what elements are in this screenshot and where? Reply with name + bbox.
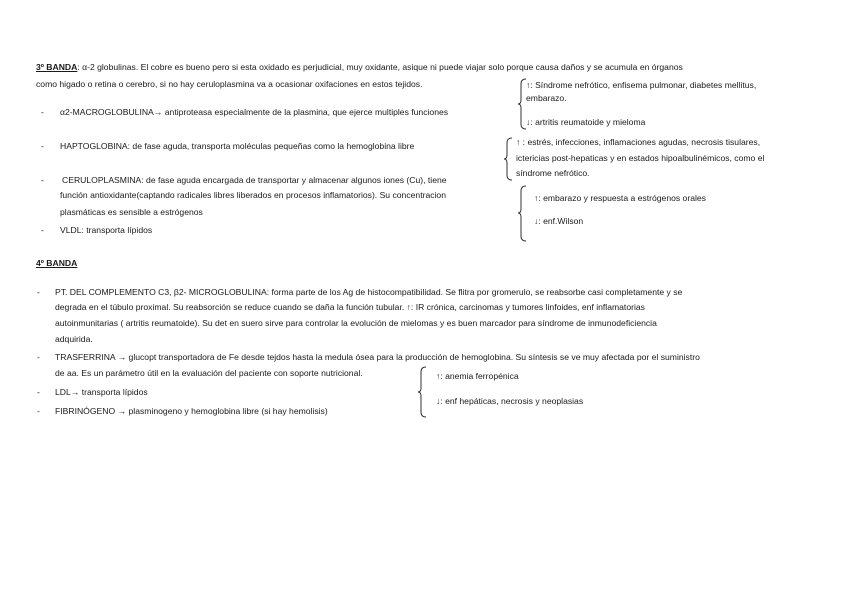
item-ceruloplasmin-line1: CERULOPLASMINA: de fase aguda encargada de transportar y almacenar algunos iones (Cu), tiene xyxy=(62,175,447,185)
item-c3-line3: autoinmunitarias ( artritis reumatoide). Su det en suero sirve para controlar la evolución de mielomas y es buen marcador para síndrome de inmunodeficiencia xyxy=(55,318,657,328)
bullet: - xyxy=(37,406,40,416)
bullet: - xyxy=(41,141,44,151)
item-ceruloplasmin-line2: función antioxidante(captando radicales libres liberados en procesos inflamatorios). Su concentracion xyxy=(60,190,446,200)
brace-ceruloplasmin xyxy=(518,185,528,242)
bullet: - xyxy=(37,387,40,397)
item-fibrinogen: FIBRINÓGENO → plasminogeno y hemoglobina libre (si hay hemolisis) xyxy=(55,406,328,416)
item-a2-macroglobulin: α2-MACROGLOBULINA→ antiproteasa especialmente de la plasmina, que ejerce multiples funciones xyxy=(60,107,449,117)
bullet: - xyxy=(37,287,40,297)
bullet: - xyxy=(37,352,40,362)
ceruloplasmin-decrease: ↓: enf.Wilson xyxy=(534,216,584,226)
transferrin-increase: ↑: anemia ferropénica xyxy=(436,371,519,381)
item-c3-line2: degrada en el túbulo proximal. Su reabsorción se reduce cuando se daña la función tubular. ↑: IR crónica, carcinomas y tumores linfoides, enf inflamatorias xyxy=(55,302,645,312)
bullet: - xyxy=(41,107,44,117)
item-ldl: LDL→ transporta lípidos xyxy=(55,387,148,397)
brace-haptoglobin xyxy=(504,137,514,181)
transferrin-decrease: ↓: enf hepáticas, necrosis y neoplasias xyxy=(436,396,584,406)
band3-intro-text: : α-2 globulinas. El cobre es bueno pero si esta oxidado es perjudicial, muy oxidante, asique ni puede viajar solo porque causa daños y se acumula en órganos xyxy=(77,62,683,72)
a2m-increase-line2: embarazo. xyxy=(526,93,567,103)
item-c3-line1: PT. DEL COMPLEMENTO C3, β2- MICROGLOBULINA: forma parte de los Ag de histocompatibilidad. Se flitra por gromerulo, se reabsorbe casi completamente y se xyxy=(55,287,683,297)
item-transferrin-line2: de aa. Es un parámetro útil en la evaluación del paciente con soporte nutricional. xyxy=(55,368,363,378)
band4-heading: 4º BANDA xyxy=(36,258,78,268)
a2m-increase-line1: ↑: Síndrome nefrótico, enfisema pulmonar, diabetes mellitus, xyxy=(526,80,757,90)
haptoglobin-increase-line1: ↑ : estrés, infecciones, inflamaciones agudas, necrosis tisulares, xyxy=(516,137,761,147)
a2m-decrease: ↓: artritis reumatoide y mieloma xyxy=(526,117,646,127)
bullet: - xyxy=(41,225,44,235)
item-transferrin-line1: TRASFERRINA → glucopt transportadora de Fe desde tejdos hasta la medula ósea para la producción de hemoglobina. Su síntesis se ve muy afectada por el suministro xyxy=(55,352,700,362)
band3-heading: 3º BANDA xyxy=(36,62,78,72)
item-c3-line4: adquirida. xyxy=(55,334,93,344)
haptoglobin-increase-line2: ictericias post-hepaticas y en estados hipoalbulinémicos, como el xyxy=(516,153,765,163)
haptoglobin-increase-line3: síndrome nefrótico. xyxy=(516,168,590,178)
ceruloplasmin-increase: ↑: embarazo y respuesta a estrógenos orales xyxy=(534,193,706,203)
item-haptoglobin: HAPTOGLOBINA: de fase aguda, transporta moléculas pequeñas como la hemoglobina libre xyxy=(60,141,415,151)
brace-transferrin xyxy=(418,366,428,418)
item-vldl: VLDL: transporta lípidos xyxy=(60,225,153,235)
band3-intro-line1 xyxy=(36,62,683,73)
band3-intro-line2: como higado o retina o cerebro, si no hay ceruloplasmina va a ocasionar oxifaciones en estos tejidos. xyxy=(36,79,423,89)
bullet: - xyxy=(41,175,44,185)
item-ceruloplasmin-line3: plasmáticas es sensible a estrógenos xyxy=(60,207,203,217)
